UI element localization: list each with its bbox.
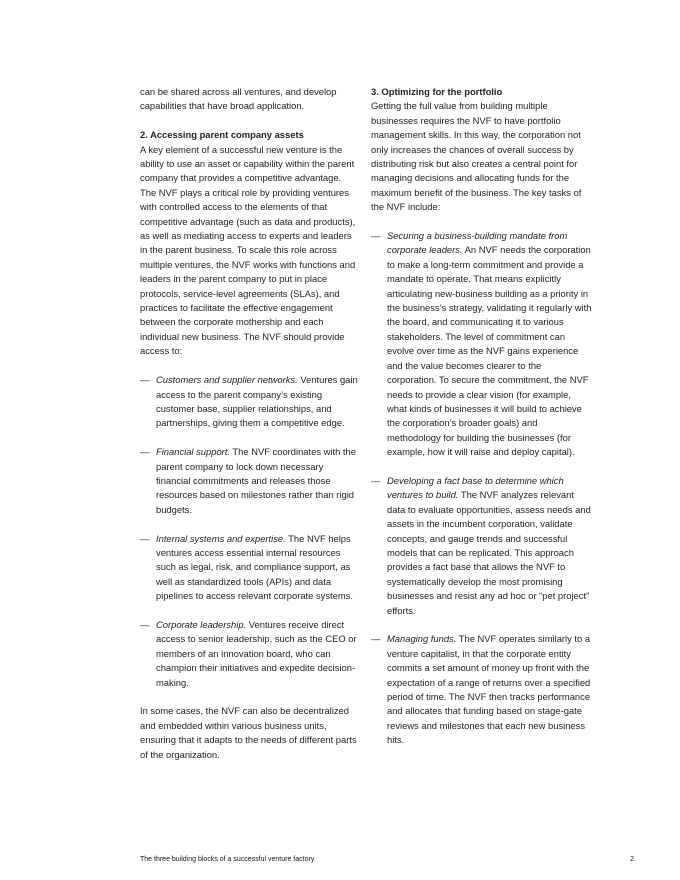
section-3-heading: 3. Optimizing for the portfolio [371, 86, 503, 97]
list-item [371, 632, 593, 747]
list-item-term: Financial support. [156, 446, 230, 458]
section-3-list [371, 229, 593, 748]
list-item [371, 229, 593, 460]
list-item-text: The NVF coordinates with the parent company to lock down necessary financial commitments and releases those resources based on milestones rather than rigid budgets. [156, 446, 356, 515]
list-item-term: Customers and supplier networks. [156, 374, 298, 386]
section-3-body: Getting the full value from building multiple businesses requires the NVF to have portfolio management skills. In this way, the corporation not only increases the chances of overall success by distributing risk but also creates a central point for managing decisions and allocating funds for the maximum benefit of the business. The key tasks of the NVF include: [371, 100, 582, 213]
list-item-term: Developing a fact base to determine which ventures to build. [387, 474, 564, 501]
list-item-term: Securing a business-building mandate from corporate leaders. [387, 230, 568, 256]
list-item-text: Ventures receive direct access to senior leadership, such as the CEO or members of an innovation board, who can champion their initiatives and expedite decision-making. [156, 618, 357, 688]
list-item-text: Ventures gain access to the parent company’s existing customer base, supplier relationships, and partnerships, giving them a competitive edge. [156, 374, 358, 429]
list-item-term: Corporate leadership. [156, 618, 247, 630]
list-item [140, 373, 358, 431]
section-2-body: A key element of a successful new venture is the ability to use an asset or capability within the parent company that provides a competitive advantage. The NVF plays a critical role by providing ventures with controlled access to the elements of that competitive advantage (such as data and products), as well as mediating access to experts and leaders in the parent business. To scale this role across multiple ventures, the NVF works with functions and leaders in the parent company to put in place protocols, service-level agreements (SLAs), and practices to facilitate the effective engagement between the corporate mothership and each individual new business. The NVF should provide access to: [140, 143, 356, 357]
right-column [371, 85, 593, 762]
section-2-list [140, 373, 358, 690]
section-2-heading: 2. Accessing parent company assets [140, 129, 304, 141]
list-item-text: The NVF operates similarly to a venture capitalist, in that the corporate entity commits a set amount of money up front with the expectation of a range of returns over a specified period of time. The NVF then tracks performance and allocates that funding based on stage-gate reviews and milestones that each new business hits. [387, 633, 591, 746]
list-item-text: The NVF helps ventures access essential internal resources such as legal, risk, and compliance support, as well as standardized tools (APIs) and data pipelines to access relevant corporate systems. [156, 532, 353, 602]
left-column [140, 85, 358, 762]
intro-paragraph: can be shared across all ventures, and develop capabilities that have broad application. [140, 86, 337, 112]
list-item-term: Internal systems and expertise. [156, 532, 286, 544]
list-item [140, 618, 358, 690]
list-item [371, 474, 593, 618]
section-2-closing: In some cases, the NVF can also be decentralized and embedded within various business units, ensuring that it adapts to the needs of different parts of the organization. [140, 705, 357, 760]
list-item-text: The NVF analyzes relevant data to evaluate opportunities, assess needs and assets in the incumbent corporation, validate concepts, and gauge trends and successful models that can be replicated. This approach provides a fact base that allows the NVF to systematically develop the most promising businesses and resist any ad hoc or “pet project” efforts. [387, 489, 591, 616]
page-number: 2 [630, 856, 634, 863]
list-item [140, 532, 358, 604]
list-item-text: An NVF needs the corporation to make a long-term commitment and provide a mandate to operate. That means explicitly articulating new-business building as a priority in the business’s strategy, validating it regularly with the board, and communicating it to various stakeholders. The level of commitment can evolve over time as the NVF gains experience and the value becomes clearer to the corporation. To secure the commitment, the NVF needs to provide a clear vision (for example, what kinds of businesses it will build to achieve the corporation’s broader goals) and methodology for building the businesses (for example, how it will raise and deploy capital). [387, 244, 592, 458]
list-item-term: Managing funds. [387, 633, 457, 645]
footer-title: The three building blocks of a successful venture factory [140, 856, 315, 863]
list-item [140, 445, 358, 517]
